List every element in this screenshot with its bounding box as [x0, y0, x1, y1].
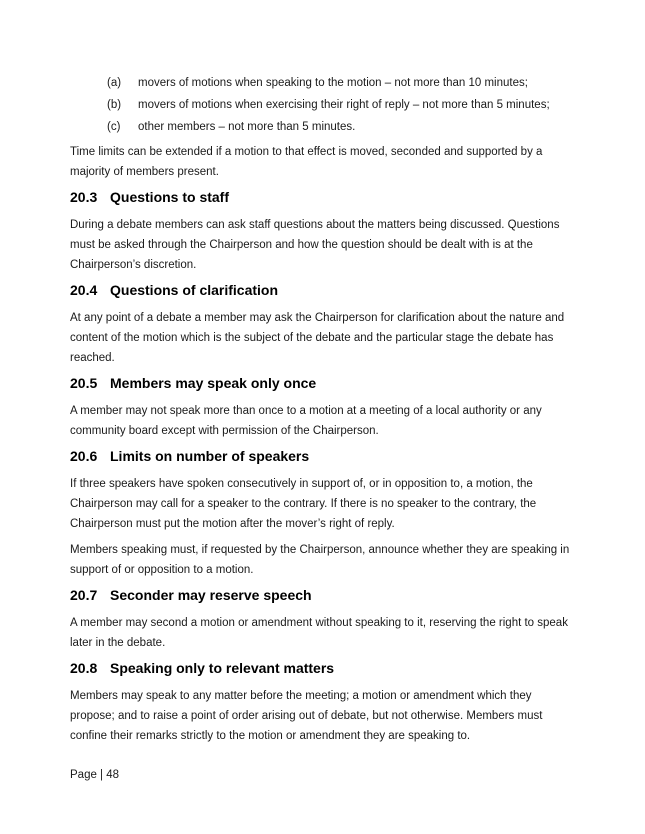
section-title: Speaking only to relevant matters — [110, 660, 335, 676]
section-paragraph: At any point of a debate a member may ask the Chairperson for clarification about the nature and content of the motion which is the subject of the debate and the particular stage the debate has reached. — [70, 312, 565, 364]
list-item-text: movers of motions when speaking to the motion – not more than 10 minutes; — [138, 77, 528, 89]
section-number: 20.7 — [70, 587, 98, 603]
section-title: Limits on number of speakers — [110, 448, 310, 464]
section-paragraph: If three speakers have spoken consecutively in support of, or in opposition to, a motion, the Chairperson may call for a speaker to the contrary. If there is no speaker to the contrary, the Chairperson must put the motion after the mover’s right of reply. — [70, 478, 537, 530]
intro-paragraph: Time limits can be extended if a motion to that effect is moved, seconded and supported by a majority of members present. — [70, 146, 543, 178]
section-heading-20-5 — [70, 375, 577, 392]
list-item-label: (b) — [107, 99, 122, 111]
section-paragraph: A member may second a motion or amendment without speaking to it, reserving the right to speak later in the debate. — [70, 617, 568, 649]
section-heading-20-3 — [70, 189, 577, 206]
section-paragraph: Members speaking must, if requested by the Chairperson, announce whether they are speaking in support of or opposition to a motion. — [70, 544, 570, 576]
list-item — [70, 76, 577, 91]
list-item-label: (a) — [107, 77, 122, 89]
section-number: 20.5 — [70, 375, 98, 391]
section-heading-20-4 — [70, 282, 577, 299]
section-paragraph: A member may not speak more than once to a motion at a meeting of a local authority or any community board except with permission of the Chairperson. — [70, 405, 542, 437]
section-title: Seconder may reserve speech — [110, 587, 312, 603]
section-heading-20-8 — [70, 660, 577, 677]
section-paragraph: Members may speak to any matter before the meeting; a motion or amendment which they propose; and to raise a point of order arising out of debate, but not otherwise. Members must confine their remarks strictly to the motion or amendment they are speaking to. — [70, 690, 543, 742]
section-paragraph: During a debate members can ask staff questions about the matters being discussed. Questions must be asked through the Chairperson and how the question should be dealt with is at the Chairperson’s discretion. — [70, 219, 560, 271]
time-limits-sublist — [70, 76, 577, 135]
section-number: 20.3 — [70, 189, 98, 205]
section-title: Questions of clarification — [110, 282, 279, 298]
list-item-text: other members – not more than 5 minutes. — [138, 121, 356, 133]
list-item-text: movers of motions when exercising their right of reply – not more than 5 minutes; — [138, 99, 550, 111]
section-heading-20-7 — [70, 587, 577, 604]
list-item-label: (c) — [107, 121, 121, 133]
section-title: Questions to staff — [110, 189, 230, 205]
list-item — [70, 98, 577, 113]
page-number-footer: Page | 48 — [70, 769, 120, 781]
section-heading-20-6 — [70, 448, 577, 465]
section-number: 20.6 — [70, 448, 98, 464]
section-title: Members may speak only once — [110, 375, 317, 391]
section-number: 20.8 — [70, 660, 98, 676]
list-item — [70, 120, 577, 135]
section-number: 20.4 — [70, 282, 98, 298]
